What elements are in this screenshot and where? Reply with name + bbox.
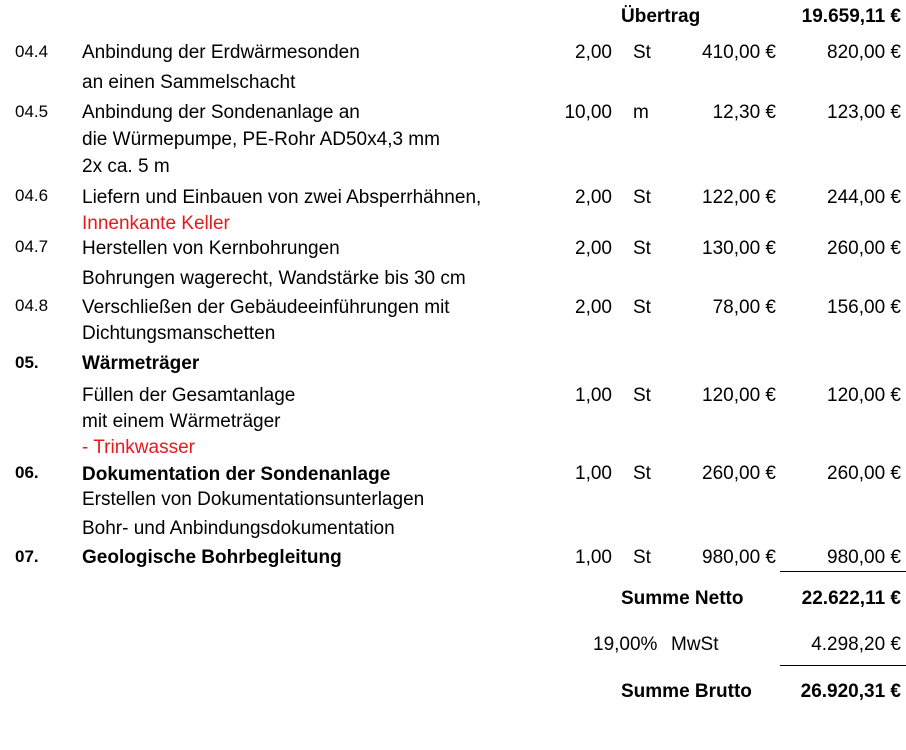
- item-description-line: Anbindung der Sondenanlage an: [82, 102, 360, 123]
- item-description-line: Dichtungsmanschetten: [82, 323, 276, 344]
- vat-label: MwSt: [671, 634, 719, 655]
- item-code: 06.: [15, 463, 39, 482]
- item-heading: Wärmeträger: [82, 353, 200, 374]
- item-total: 820,00 €: [827, 42, 901, 63]
- item-unit: St: [633, 297, 651, 318]
- item-quantity: 10,00: [564, 102, 612, 123]
- carryover-label: Übertrag: [621, 6, 701, 27]
- item-unit: St: [633, 547, 651, 568]
- item-description-line: Anbindung der Erdwärmesonden: [82, 42, 360, 63]
- item-unit: St: [633, 187, 651, 208]
- item-unit-price: 410,00 €: [702, 42, 776, 63]
- item-heading: Geologische Bohrbegleitung: [82, 547, 342, 568]
- item-code: 04.5: [15, 102, 49, 121]
- item-unit: St: [633, 385, 651, 406]
- subtotal-rule: [780, 571, 906, 572]
- item-quantity: 2,00: [575, 187, 612, 208]
- item-code: 04.8: [15, 296, 49, 315]
- item-unit-price: 120,00 €: [702, 385, 776, 406]
- item-note: Innenkante Keller: [82, 213, 230, 234]
- item-description-line: Liefern und Einbauen von zwei Absperrhähnen,: [82, 187, 482, 208]
- item-total: 120,00 €: [827, 385, 901, 406]
- item-code: 04.6: [15, 186, 49, 205]
- item-description-line: Herstellen von Kernbohrungen: [82, 238, 340, 259]
- item-total: 244,00 €: [827, 187, 901, 208]
- item-unit: St: [633, 42, 651, 63]
- item-unit-price: 130,00 €: [702, 238, 776, 259]
- item-description-line: Füllen der Gesamtanlage: [82, 385, 296, 406]
- item-description-line: mit einem Wärmeträger: [82, 411, 281, 432]
- item-description-line: 2x ca. 5 m: [82, 156, 170, 177]
- item-unit: St: [633, 463, 651, 484]
- gross-total-label: Summe Brutto: [621, 681, 752, 702]
- item-code: 04.7: [15, 237, 49, 256]
- item-total: 980,00 €: [827, 547, 901, 568]
- item-total: 260,00 €: [827, 463, 901, 484]
- item-unit-price: 78,00 €: [712, 297, 776, 318]
- item-unit: St: [633, 238, 651, 259]
- item-total: 123,00 €: [827, 102, 901, 123]
- item-unit: m: [633, 102, 649, 123]
- vat-rule: [780, 665, 906, 666]
- item-description-line: die Würmepumpe, PE-Rohr AD50x4,3 mm: [82, 129, 440, 150]
- item-code: 04.4: [15, 42, 49, 61]
- item-unit-price: 980,00 €: [702, 547, 776, 568]
- carryover-amount: 19.659,11 €: [801, 6, 901, 27]
- item-quantity: 2,00: [575, 42, 612, 63]
- item-description-line: an einen Sammelschacht: [82, 72, 296, 93]
- item-description-line: Verschließen der Gebäudeeinführungen mit: [82, 297, 450, 318]
- item-code: 07.: [15, 547, 39, 566]
- item-description-line: Erstellen von Dokumentationsunterlagen: [82, 489, 425, 510]
- item-quantity: 1,00: [575, 385, 612, 406]
- item-unit-price: 122,00 €: [702, 187, 776, 208]
- net-total-amount: 22.622,11 €: [801, 588, 901, 609]
- item-description-line: Bohr- und Anbindungsdokumentation: [82, 518, 395, 539]
- vat-amount: 4.298,20 €: [811, 634, 901, 655]
- item-total: 156,00 €: [827, 297, 901, 318]
- item-quantity: 1,00: [575, 463, 612, 484]
- item-unit-price: 260,00 €: [702, 463, 776, 484]
- net-total-label: Summe Netto: [621, 588, 744, 609]
- item-quantity: 2,00: [575, 238, 612, 259]
- item-quantity: 1,00: [575, 547, 612, 568]
- item-description-line: Bohrungen wagerecht, Wandstärke bis 30 cm: [82, 268, 466, 289]
- item-total: 260,00 €: [827, 238, 901, 259]
- vat-rate: 19,00%: [593, 634, 658, 655]
- item-heading: Dokumentation der Sondenanlage: [82, 464, 391, 485]
- item-unit-price: 12,30 €: [712, 102, 776, 123]
- item-quantity: 2,00: [575, 297, 612, 318]
- item-code: 05.: [15, 353, 39, 372]
- item-note: - Trinkwasser: [82, 437, 195, 458]
- gross-total-amount: 26.920,31 €: [800, 681, 901, 702]
